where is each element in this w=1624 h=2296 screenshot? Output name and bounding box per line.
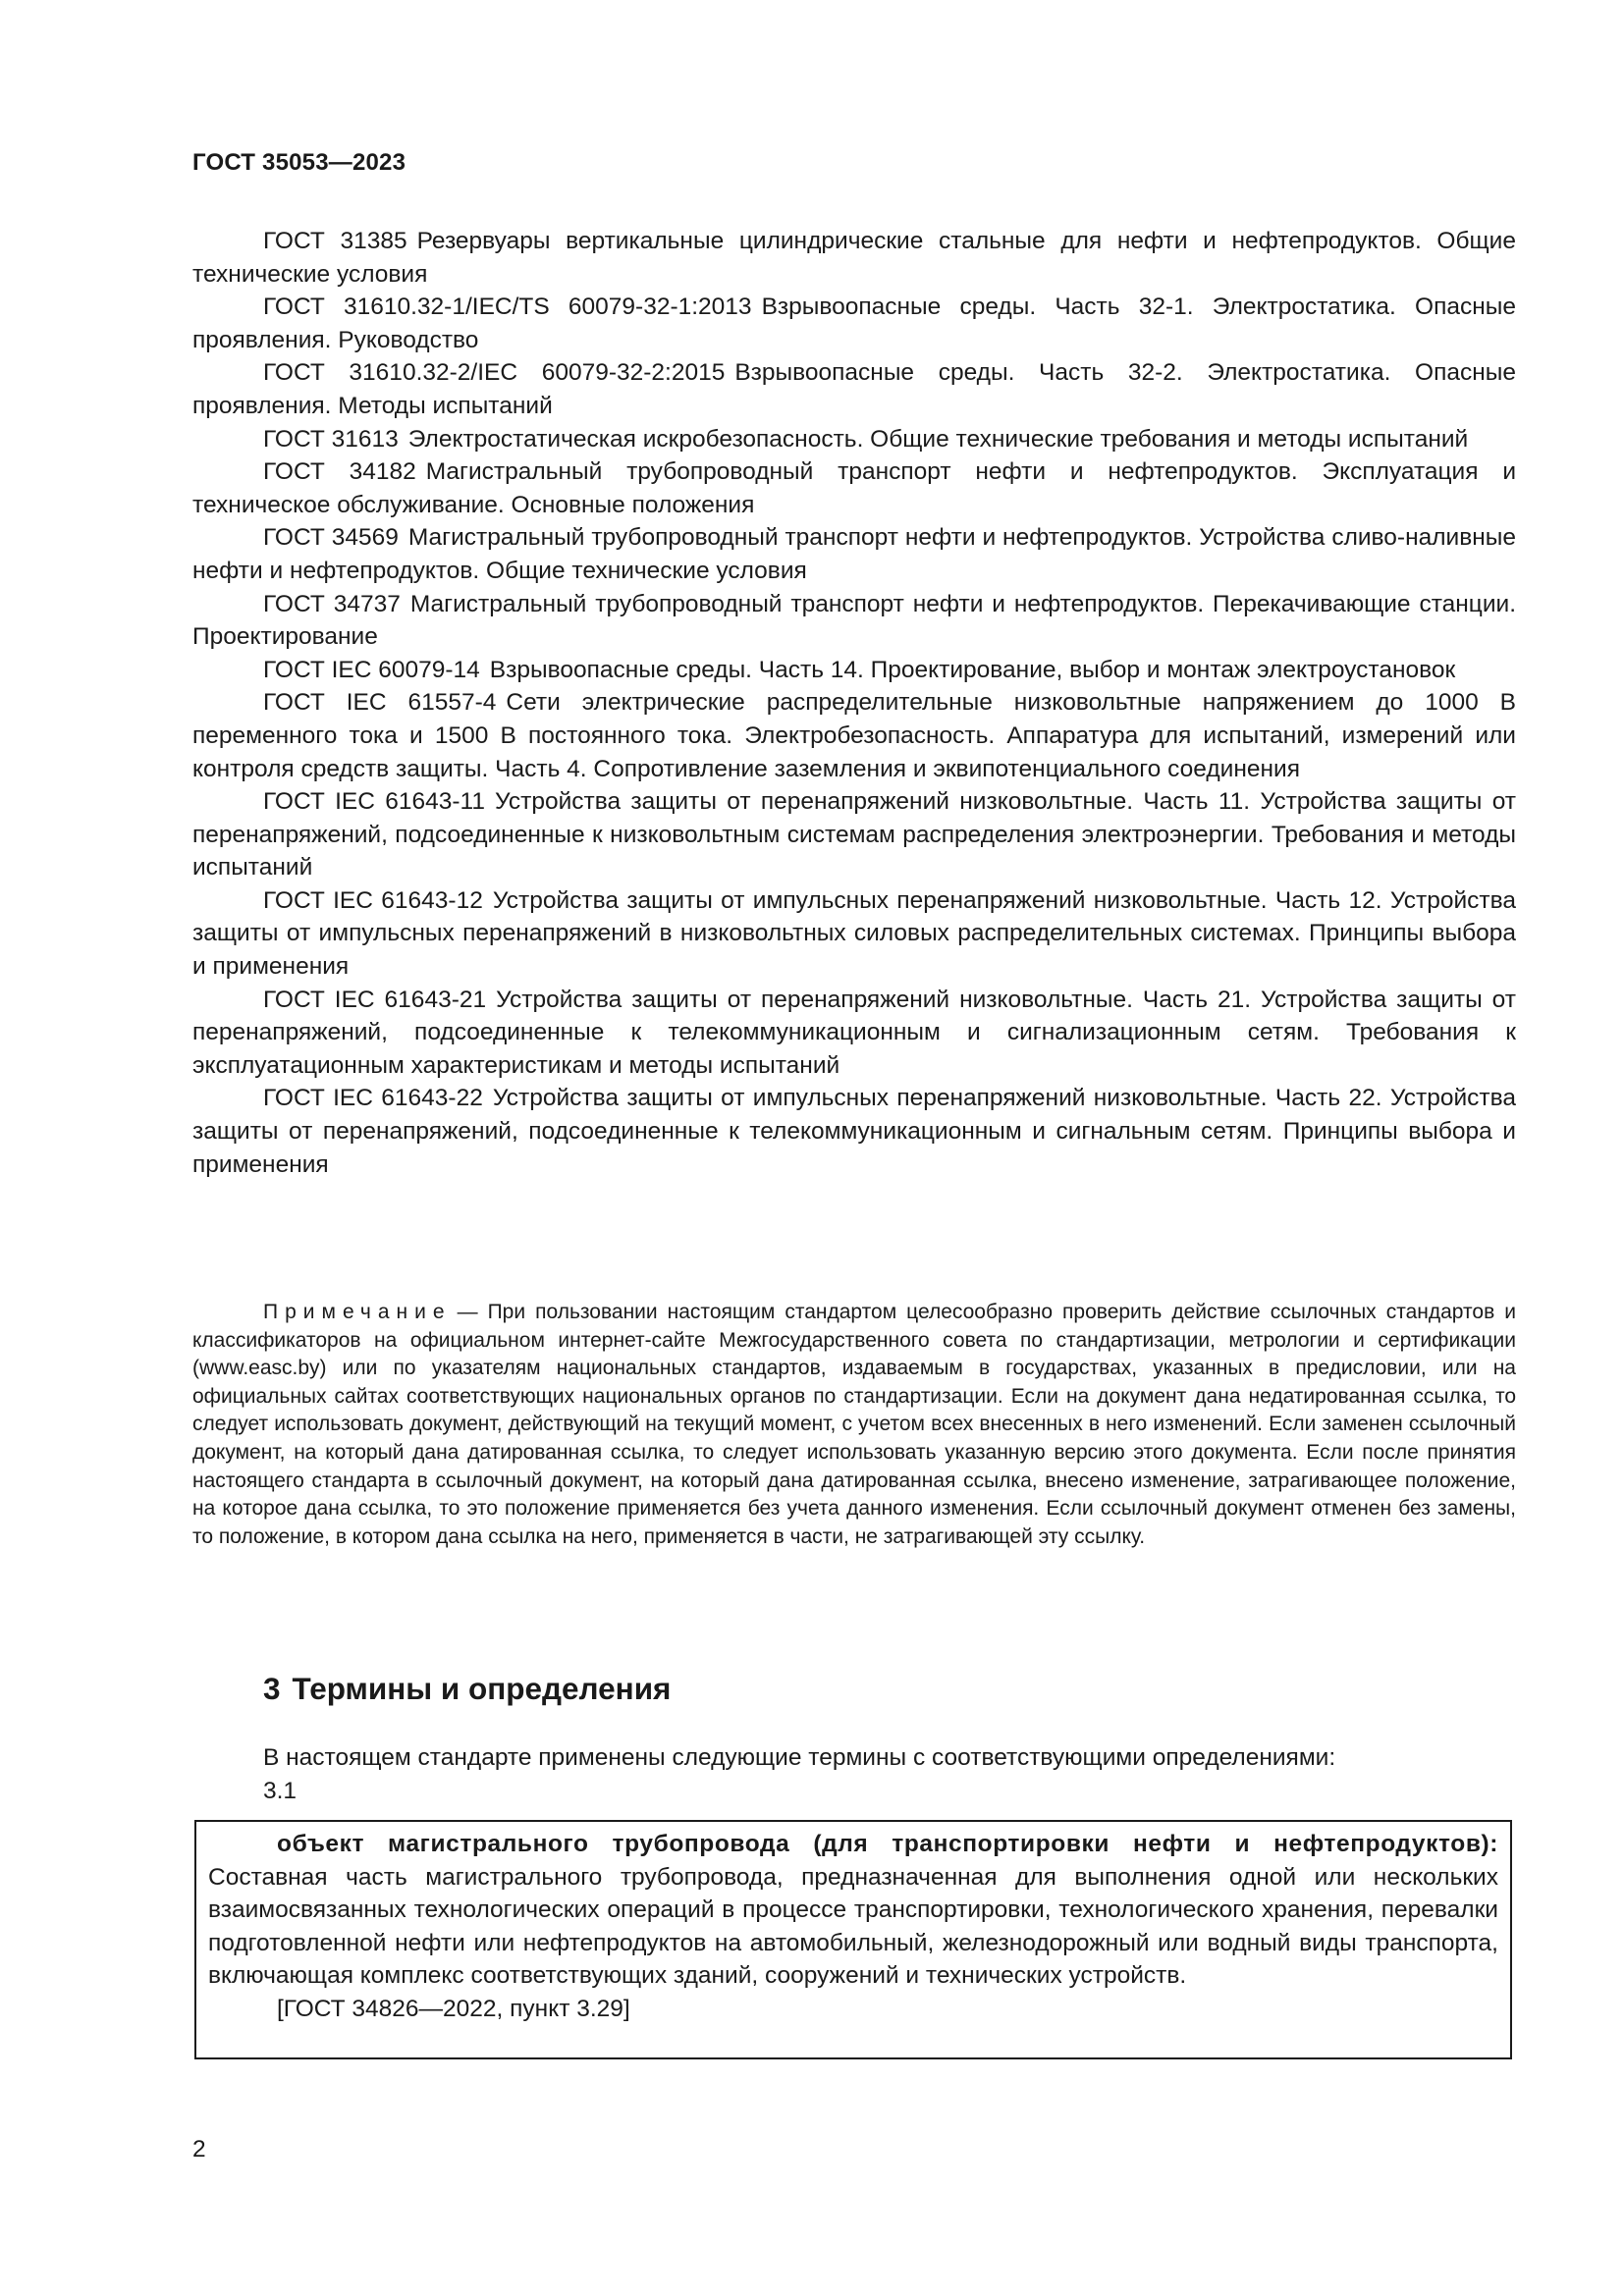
references-note — [192, 1299, 1516, 1551]
term-name: объект магистрального трубопровода (для транспортировки нефти и нефтепродуктов): — [277, 1831, 1498, 1857]
reference-item — [192, 455, 1516, 521]
section-intro-text: В настоящем стандарте применены следующие термины с соответствующими определениями: — [263, 1744, 1336, 1771]
reference-title: Устройства защиты от перенапряжений низковольтные. Часть 21. Устройства защиты от перенапряжений, подсоединенные к телекоммуникационным и сигнализационным сетям. Требования к эксплуатационным характеристикам и методы испытаний — [192, 986, 1516, 1079]
document-header-code: ГОСТ 35053—2023 — [192, 149, 406, 176]
reference-title: Сети электрические распределительные низковольтные напряжением до 1000 В переменного тока и 1500 В постоянного тока. Электробезопасность. Аппаратура для испытаний, измерений или контроля средств защиты. Часть 4. Сопротивление заземления и эквипотенциального соединения — [192, 689, 1516, 782]
reference-item — [192, 686, 1516, 785]
reference-item — [192, 785, 1516, 884]
reference-item — [192, 884, 1516, 984]
page-number: 2 — [192, 2136, 206, 2163]
section-title: Термины и определения — [292, 1671, 672, 1706]
section-intro — [263, 1741, 1335, 1807]
reference-item — [192, 423, 1516, 456]
note-text: — При пользовании настоящим стандартом целесообразно проверить действие ссылочных стандартов и классификаторов на официальном интернет-сайте Межгосударственного совета по стандартизации, метрологии и сертификации (www.easc.by) или по указателям национальных стандартов, издаваемым в государствах, указанных в предисловии, или на официальных сайтах соответствующих национальных органов по стандартизации. Если на документ дана недатированная ссылка, то следует использовать документ, действующий на текущий момент, с учетом всех внесенных в него изменений. Если заменен ссылочный документ, на который дана датированная ссылка, то следует использовать указанную версию этого документа. Если после принятия настоящего стандарта в ссылочный документ, на который дана датированная ссылка, внесено изменение, затрагивающее положение, на которое дана ссылка, то это положение применяется без учета данного изменения. Если ссылочный документ отменен без замены, то положение, в котором дана ссылка на него, применяется в части, не затрагивающей эту ссылку. — [192, 1301, 1516, 1548]
reference-title: Электростатическая искробезопасность. Общие технические требования и методы испытаний — [407, 425, 1469, 453]
section-heading — [263, 1671, 671, 1707]
reference-item — [192, 225, 1516, 291]
reference-code: ГОСТ 34182 — [263, 458, 416, 486]
reference-item — [192, 654, 1516, 687]
reference-item — [192, 1082, 1516, 1181]
term-definition-text: Составная часть магистрального трубопровода, предназначенная для выполнения одной или нескольких взаимосвязанных технологических операций в процессе транспортировки, технологического хранения, перевалки подготовленной нефти или нефтепродуктов на автомобильный, железнодорожный или водный виды транспорта, включающая комплекс соответствующих зданий, сооружений и технических устройств. — [208, 1863, 1498, 1990]
reference-title: Магистральный трубопроводный транспорт нефти и нефтепродуктов. Устройства сливо-наливные нефти и нефтепродуктов. Общие технические условия — [192, 524, 1517, 584]
reference-title: Взрывоопасные среды. Часть 32-1. Электростатика. Опасные проявления. Руководство — [192, 294, 1516, 353]
reference-code: ГОСТ IEC 61643-22 — [263, 1085, 483, 1112]
reference-code: ГОСТ IEC 61643-11 — [263, 788, 485, 816]
note-label: Примечание — [263, 1301, 452, 1323]
reference-item — [192, 356, 1516, 422]
reference-title: Устройства защиты от импульсных перенапряжений низковольтные. Часть 12. Устройства защиты от импульсных перенапряжений в низковольтных силовых распределительных системах. Принципы выбора и применения — [192, 886, 1516, 981]
term-definition — [196, 1828, 1498, 1993]
reference-code: ГОСТ 31610.32-1/IEC/TS 60079-32-1:2013 — [263, 294, 752, 321]
reference-code: ГОСТ IEC 61557-4 — [263, 689, 497, 717]
section-number: 3 — [263, 1671, 281, 1706]
reference-code: ГОСТ 34569 — [263, 524, 399, 552]
normative-references-list — [192, 225, 1516, 1181]
reference-item — [192, 984, 1516, 1083]
reference-title: Взрывоопасные среды. Часть 32-2. Электростатика. Опасные проявления. Методы испытаний — [192, 359, 1516, 419]
reference-code: ГОСТ IEC 60079-14 — [263, 656, 480, 683]
reference-code: ГОСТ IEC 61643-12 — [263, 886, 483, 914]
reference-item — [192, 521, 1516, 587]
reference-title: Устройства защиты от перенапряжений низковольтные. Часть 11. Устройства защиты от перенапряжений, подсоединенные к низковольтным системам распределения электроэнергии. Требования и методы испытаний — [192, 788, 1517, 881]
reference-code: ГОСТ IEC 61643-21 — [263, 986, 487, 1013]
reference-title: Магистральный трубопроводный транспорт нефти и нефтепродуктов. Эксплуатация и техническое обслуживание. Основные положения — [192, 458, 1517, 518]
clause-number: 3.1 — [263, 1777, 298, 1804]
reference-code: ГОСТ 31385 — [263, 228, 407, 254]
reference-title: Магистральный трубопроводный транспорт нефти и нефтепродуктов. Перекачивающие станции. Проектирование — [192, 590, 1517, 651]
reference-code: ГОСТ 34737 — [263, 590, 401, 617]
reference-title: Резервуары вертикальные цилиндрические стальные для нефти и нефтепродуктов. Общие технические условия — [192, 228, 1516, 288]
term-source: [ГОСТ 34826—2022, пункт 3.29] — [277, 1995, 630, 2022]
reference-item — [192, 588, 1516, 654]
reference-code: ГОСТ 31610.32-2/IEC 60079-32-2:2015 — [263, 359, 726, 387]
reference-code: ГОСТ 31613 — [263, 425, 399, 453]
reference-title: Устройства защиты от импульсных перенапряжений низковольтные. Часть 22. Устройства защиты от перенапряжений, подсоединенные к телекоммуникационным и сигнальным сетям. Принципы выбора и применения — [192, 1085, 1516, 1178]
reference-title: Взрывоопасные среды. Часть 14. Проектирование, выбор и монтаж электроустановок — [489, 656, 1456, 683]
reference-item — [192, 291, 1516, 356]
term-definition-box — [194, 1820, 1512, 2059]
